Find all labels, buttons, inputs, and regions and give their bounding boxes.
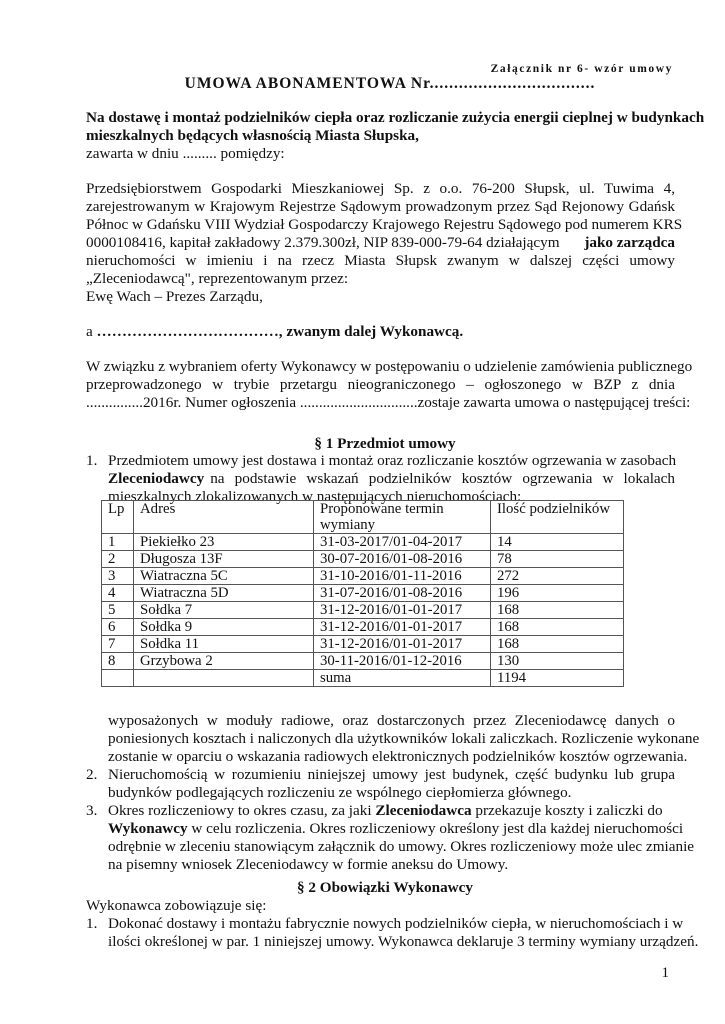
header-replacement-date: Proponowane termin wymiany [314, 501, 491, 534]
party1-line-4 [86, 234, 675, 251]
total-value: 1194 [491, 670, 624, 687]
table-row [102, 551, 624, 568]
party2-prefix: a [86, 323, 93, 340]
section1-item1-after-2: poniesionych kosztach i naliczonych dla użytkowników lokali zaliczkach. Rozliczenie wykonane [108, 730, 700, 747]
cell-count: 130 [491, 653, 624, 670]
party1-line-1: Przedsiębiorstwem Gospodarki Mieszkaniowej Sp. z o.o. 76-200 Słupsk, ul. Tuwima 4, [86, 180, 675, 197]
section2-item1-line-2: ilości określonej w par. 1 niniejszej umowy. Wykonawca deklaruje 3 terminy wymiany urządzeń. [108, 933, 699, 950]
table-header-row [102, 501, 624, 534]
section1-item1-line-2 [108, 470, 675, 487]
table-row [102, 534, 624, 551]
cell-date: 31-03-2017/01-04-2017 [314, 534, 491, 551]
buildings-table [101, 500, 624, 687]
table-row [102, 585, 624, 602]
cell-lp: 5 [102, 602, 134, 619]
header-count: Ilość podzielników [491, 501, 624, 534]
cell-address: Sołdka 11 [134, 636, 314, 653]
client-bold: Zleceniodawca [375, 802, 472, 819]
section1-item2-number: 2. [86, 766, 98, 783]
cell-address: Grzybowa 2 [134, 653, 314, 670]
party2-suffix: , zwanym dalej Wykonawcą. [278, 323, 464, 340]
cell-address: Sołdka 9 [134, 619, 314, 636]
section1-item3-line-1 [108, 802, 663, 819]
cell-count: 168 [491, 602, 624, 619]
section1-item3-line-1-b: przekazuje koszty i zaliczki do [471, 802, 663, 819]
cell-address: Wiatraczna 5D [134, 585, 314, 602]
cell-empty [102, 670, 134, 687]
table-row [102, 568, 624, 585]
cell-date: 30-07-2016/01-08-2016 [314, 551, 491, 568]
cell-date: 31-12-2016/01-01-2017 [314, 602, 491, 619]
cell-lp: 6 [102, 619, 134, 636]
table-total-row [102, 670, 624, 687]
section2-intro: Wykonawca zobowiązuje się: [86, 897, 267, 914]
subject-line-2: mieszkalnych będących własnością Miasta Słupska, [86, 127, 419, 144]
total-label: suma [314, 670, 491, 687]
party1-line-2: zarejestrowanym w Krajowym Rejestrze Sądowym prowadzonym przez Sąd Rejonowy Gdańsk [86, 198, 675, 215]
party1-line-6: „Zleceniodawcą", reprezentowanym przez: [86, 270, 349, 287]
section2-heading: § 2 Obowiązki Wykonawcy [297, 879, 473, 896]
intro-line-2: przeprowadzonego w trybie przetargu nieograniczonego – ogłoszonego w BZP z dnia [86, 376, 675, 393]
table-row [102, 653, 624, 670]
section1-item3-line-2-rest: w celu rozliczenia. Okres rozliczeniowy określony jest dla każdej nieruchomości [187, 820, 684, 837]
cell-count: 196 [491, 585, 624, 602]
cell-lp: 7 [102, 636, 134, 653]
intro-line-1: W związku z wybraniem oferty Wykonawcy w postępowaniu o udzielenie zamówienia publicznego [86, 358, 693, 375]
cell-lp: 8 [102, 653, 134, 670]
section1-item2-line-1: Nieruchomością w rozumieniu niniejszej umowy jest budynek, część budynku lub grupa [108, 766, 675, 783]
table-row [102, 602, 624, 619]
cell-count: 14 [491, 534, 624, 551]
party1-representative: Ewę Wach – Prezes Zarządu, [86, 288, 263, 305]
cell-date: 30-11-2016/01-12-2016 [314, 653, 491, 670]
party1-line-3: Północ w Gdańsku VIII Wydział Gospodarczy Krajowego Rejestru Sądowego pod numerem KRS [86, 216, 683, 233]
cell-address: Sołdka 7 [134, 602, 314, 619]
cell-count: 272 [491, 568, 624, 585]
cell-lp: 1 [102, 534, 134, 551]
table-row [102, 619, 624, 636]
subject-line-1: Na dostawę i montaż podzielników ciepła oraz rozliczanie zużycia energii cieplnej w budynkach [86, 109, 705, 126]
cell-count: 78 [491, 551, 624, 568]
party1-line-5: nieruchomości w imieniu i na rzecz Miasta Słupsk zwanym w dalszej części umowy [86, 252, 675, 269]
cell-date: 31-12-2016/01-01-2017 [314, 619, 491, 636]
cell-address: Długosza 13F [134, 551, 314, 568]
party2-line [86, 323, 463, 340]
cell-date: 31-07-2016/01-08-2016 [314, 585, 491, 602]
party2-blank: ……………………………… [96, 323, 279, 340]
section1-heading: § 1 Przedmiot umowy [314, 435, 456, 452]
section1-item3-line-1-a: Okres rozliczeniowy to okres czasu, za jaki [108, 802, 376, 819]
cell-lp: 3 [102, 568, 134, 585]
table-row [102, 636, 624, 653]
annex-label: Załącznik nr 6- wzór umowy [490, 63, 673, 75]
party1-line-4-text: 0000108416, kapitał zakładowy 2.379.300zł, NIP 839-000-79-64 działającym [86, 234, 560, 251]
header-address: Adres [134, 501, 314, 534]
cell-date: 31-12-2016/01-01-2017 [314, 636, 491, 653]
section1-item1-line-1: Przedmiotem umowy jest dostawa i montaż oraz rozliczanie kosztów ogrzewania w zasobach [108, 452, 677, 469]
section1-item1-after-3: zostanie w oparciu o wskazania radiowych elektronicznych podzielników kosztów ogrzewania. [108, 748, 688, 765]
header-lp: Lp [102, 501, 134, 534]
cell-empty [134, 670, 314, 687]
cell-lp: 4 [102, 585, 134, 602]
cell-lp: 2 [102, 551, 134, 568]
section1-item3-line-4: na pisemny wniosek Zleceniodawcy w formie aneksu do Umowy. [108, 856, 509, 873]
cell-count: 168 [491, 619, 624, 636]
section1-item1-after-1: wyposażonych w moduły radiowe, oraz dostarczonych przez Zleceniodawcę danych o [108, 712, 675, 729]
contract-title: UMOWA ABONAMENTOWA Nr.................................. [184, 75, 596, 92]
section1-item1-line-3: mieszkalnych zlokalizowanych w następujących nieruchomościach: [108, 488, 522, 505]
cell-count: 168 [491, 636, 624, 653]
cell-date: 31-10-2016/01-11-2016 [314, 568, 491, 585]
section2-item1-line-1: Dokonać dostawy i montażu fabrycznie nowych podzielników ciepła, w nieruchomościach i w [108, 915, 684, 932]
cell-address: Wiatraczna 5C [134, 568, 314, 585]
page-number: 1 [661, 965, 669, 981]
section1-item3-line-3: odrębnie w zleceniu stanowiącym załącznik do umowy. Okres rozliczeniowy może ulec zmianie [108, 838, 695, 855]
section1-item3-number: 3. [86, 802, 98, 819]
contractor-bold: Wykonawcy [108, 820, 188, 837]
section1-item3-line-2 [108, 820, 683, 837]
cell-address: Piekiełko 23 [134, 534, 314, 551]
section1-item1-line-2-rest: na podstawie wskazań podzielników kosztów ogrzewania w lokalach [210, 470, 675, 487]
party1-role: jako zarządca [584, 234, 675, 251]
section1-item1-number: 1. [86, 452, 98, 469]
section1-item2-line-2: budynków podlegających rozliczeniu ze wspólnego ciepłomierza głównego. [108, 784, 572, 801]
section2-item1-number: 1. [86, 915, 98, 932]
intro-line-3: ...............2016r. Numer ogłoszenia ...............................zostaje zawarta umowa o następującej treści: [86, 394, 691, 411]
client-bold: Zleceniodawcy [108, 470, 205, 487]
concluded-on: zawarta w dniu ......... pomiędzy: [86, 145, 285, 162]
